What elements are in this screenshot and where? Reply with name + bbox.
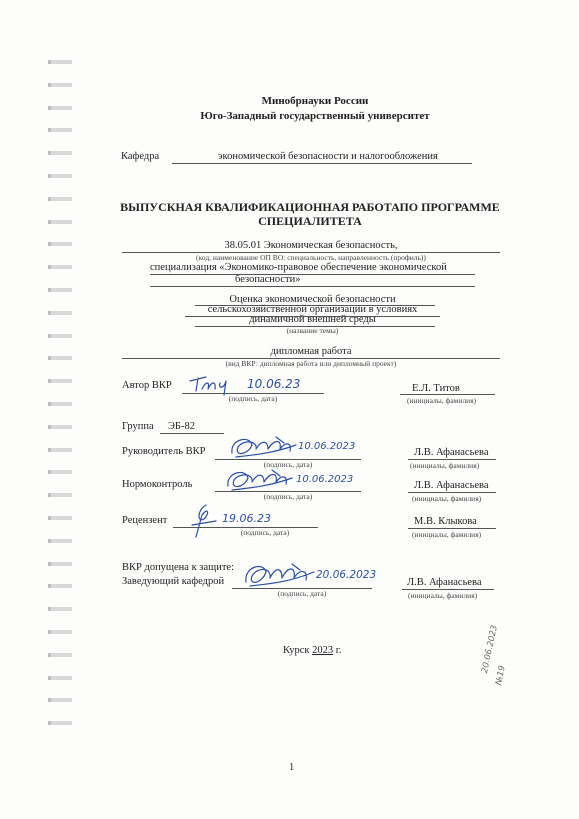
binding-hole [48, 311, 72, 315]
reviewer-label: Рецензент [122, 515, 168, 526]
specialization-line2: безопасности» [235, 274, 301, 285]
author-signature-caption: (подпись, дата) [228, 394, 278, 403]
author-name-caption: (инициалы, фамилия) [407, 396, 477, 405]
author-name-underline [400, 394, 495, 395]
supervisor-signature [228, 433, 300, 463]
topic-line2: сельскохозяйственной организации в условиях [207, 304, 418, 315]
binding-hole [48, 721, 72, 725]
work-type-value: дипломная работа [270, 346, 352, 357]
specialty-code: 38.05.01 Экономическая безопасность, [224, 240, 398, 251]
university-heading: Юго-Западный государственный университет [200, 110, 430, 122]
binding-hole [48, 379, 72, 383]
reviewer-signature-date: 19.06.23 [222, 512, 271, 525]
pencil-note-date: 20.06.2023 [480, 624, 500, 675]
binding-hole [48, 470, 72, 474]
binding-hole [48, 128, 72, 132]
group-underline [160, 433, 224, 434]
binding-hole [48, 174, 72, 178]
pencil-note-number: №19 [494, 664, 508, 687]
department-underline [172, 163, 472, 164]
reviewer-signature-caption: (подпись, дата) [240, 528, 290, 537]
binding-hole [48, 356, 72, 360]
head-name: Л.В. Афанасьева [407, 577, 482, 588]
binding-hole [48, 584, 72, 588]
document-title-line1: ВЫПУСКНАЯ КВАЛИФИКАЦИОННАЯ РАБОТАПО ПРОГРАММЕ [120, 200, 500, 214]
department-label: Кафедра [121, 151, 160, 162]
head-name-underline [402, 589, 494, 590]
supervisor-name-underline [408, 459, 496, 460]
binding-hole [48, 106, 72, 110]
author-label: Автор ВКР [122, 380, 172, 391]
binding-hole [48, 197, 72, 201]
normcontrol-signature-date: 10.06.2023 [296, 474, 354, 485]
work-type-caption: (вид ВКР: дипломная работа или дипломный проект) [225, 359, 397, 368]
normcontrol-name-underline [408, 492, 496, 493]
binding-hole [48, 539, 72, 543]
binding-hole [48, 448, 72, 452]
specialization-line1: специализация «Экономико-правовое обеспечение экономической [150, 262, 447, 273]
year: 2023 [312, 645, 334, 656]
binding-holes [48, 60, 78, 750]
normcontrol-signature-caption: (подпись, дата) [263, 492, 313, 501]
head-signature-date: 20.06.2023 [316, 569, 377, 581]
group-label: Группа [122, 421, 154, 432]
binding-hole [48, 698, 72, 702]
supervisor-signature-date: 10.06.2023 [298, 441, 356, 452]
binding-hole [48, 402, 72, 406]
document-title-line2: СПЕЦИАЛИТЕТА [258, 214, 362, 228]
binding-hole [48, 425, 72, 429]
head-of-department-label: Заведующий кафедрой [122, 576, 225, 587]
binding-hole [48, 220, 72, 224]
binding-hole [48, 288, 72, 292]
binding-hole [48, 265, 72, 269]
city-year [283, 645, 341, 656]
supervisor-label: Руководитель ВКР [122, 446, 206, 457]
normcontrol-name-caption: (инициалы, фамилия) [412, 494, 482, 503]
specialization-underline1 [150, 274, 475, 275]
page-number: 1 [289, 762, 295, 773]
binding-hole [48, 334, 72, 338]
head-signature [242, 560, 318, 592]
head-signature-caption: (подпись, дата) [277, 589, 327, 598]
topic-line1: Оценка экономической безопасности [229, 294, 396, 305]
reviewer-name-underline [408, 528, 496, 529]
city: Курск [283, 645, 310, 656]
supervisor-name-caption: (инициалы, фамилия) [410, 461, 480, 470]
binding-hole [48, 653, 72, 657]
ministry-heading: Минобрнауки России [261, 95, 369, 107]
reviewer-name: М.В. Клыкова [414, 516, 477, 527]
department-value: экономической безопасности и налогообложения [218, 151, 438, 162]
head-name-caption: (инициалы, фамилия) [408, 591, 478, 600]
binding-hole [48, 607, 72, 611]
normcontrol-label: Нормоконтроль [122, 479, 193, 490]
binding-hole [48, 60, 72, 64]
author-name: Е.Л. Титов [412, 383, 460, 394]
admission-heading: ВКР допущена к защите: [122, 562, 234, 573]
topic-line3: динамичной внешней среды [249, 314, 376, 325]
binding-hole [48, 242, 72, 246]
binding-hole [48, 493, 72, 497]
group-value: ЭБ-82 [168, 421, 195, 432]
supervisor-name: Л.В. Афанасьева [414, 447, 489, 458]
reviewer-name-caption: (инициалы, фамилия) [412, 530, 482, 539]
binding-hole [48, 630, 72, 634]
binding-hole [48, 83, 72, 87]
year-suffix: г. [335, 645, 342, 656]
normcontrol-name: Л.В. Афанасьева [414, 480, 489, 491]
supervisor-signature-caption: (подпись, дата) [263, 460, 313, 469]
binding-hole [48, 151, 72, 155]
binding-hole [48, 562, 72, 566]
specialization-underline2 [150, 286, 475, 287]
author-signature-date: 10.06.23 [247, 377, 301, 391]
binding-hole [48, 516, 72, 520]
binding-hole [48, 676, 72, 680]
topic-caption: (название темы) [286, 326, 339, 335]
specialty-caption: (код, наименование ОП ВО: специальность, направленность (профиль)) [196, 253, 426, 262]
